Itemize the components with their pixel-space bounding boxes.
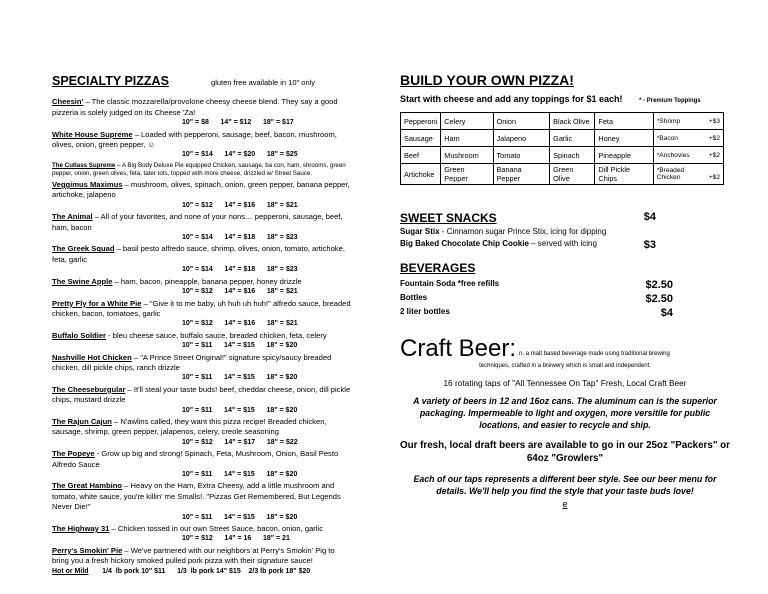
- sweet-header-row: [400, 211, 730, 225]
- pizza-name: Pretty Fly for a White Pie: [52, 298, 142, 308]
- pizza-description: – All of your favorites, and none of your nons… pepperoni, sausage, beef, ham, bacon: [52, 212, 343, 232]
- cans-text: A variety of beers in 12 and 16oz cans. The aluminum can is the superior packaging. Impermeable to light and oxygen, more versitile for public locations, and easier to recycle and ship.: [413, 396, 717, 430]
- specialty-pizzas-section: [52, 76, 352, 577]
- pizza-prices: 10" = $12 14" = $16 18" = $21: [182, 288, 298, 296]
- pizza-name: The Cheeseburgular: [52, 384, 126, 394]
- toppings-row: [401, 164, 724, 185]
- pizza-item: [52, 449, 352, 480]
- premium-topping-cell: [653, 147, 723, 164]
- premium-topping-name: *Shrimp: [656, 117, 681, 125]
- premium-note: * - Premium Toppings: [639, 98, 701, 104]
- pizza-prices: 10" = $12 14" = $16 18" = $21: [182, 320, 298, 328]
- toppings-table: [400, 112, 724, 185]
- sugar-stix-line: [400, 227, 730, 236]
- pizza-description: – "Give it to me baby, uh huh uh huh!" alfredo sauce, breaded chicken, bacon, tomatoes, garlic: [52, 298, 351, 318]
- taps-style-text: Each of our taps represents a different beer style. See our beer menu for details. We'll help you find the style that your taste buds love!: [413, 474, 717, 496]
- topping-cell: Feta: [595, 113, 653, 130]
- pizza-item: [52, 299, 352, 330]
- beverage-list: [400, 279, 730, 319]
- beverage-row: [400, 293, 730, 305]
- craft-title: Craft Beer:: [400, 335, 517, 362]
- hot-mild-line: [52, 567, 352, 577]
- pizza-name: The Popeye: [52, 449, 95, 459]
- craft-definition-2: techniques, crafted in a brewery which is small and independent.: [479, 363, 651, 369]
- pizza-item: [52, 244, 352, 275]
- pizza-description: – A Big Body Deluxe Pie equipped Chicken, sausage, ba con, ham, shrooms, green pepper, onion, green olives, feta, tater tots, topped with more cheese, drizzled w/ Street Sauce.: [52, 161, 346, 178]
- topping-cell: Black Olive: [550, 113, 595, 130]
- beverage-price: $2.50: [645, 279, 673, 291]
- pizza-name: The Greek Squad: [52, 244, 115, 254]
- pizza-prices: 10" = $14 14" = $18 18" = $23: [182, 234, 298, 242]
- beverage-name: 2 liter bottles: [400, 307, 450, 316]
- pizza-name: White House Supreme: [52, 129, 133, 139]
- topping-cell: Sausage: [401, 130, 441, 147]
- pizza-name: Perry's Smokin' Pie: [52, 545, 123, 555]
- beverage-name: Fountain Soda *free refills: [400, 279, 500, 288]
- specialty-header: [52, 76, 352, 88]
- premium-topping-price: +$3: [708, 117, 720, 125]
- byo-subtitle: [400, 94, 730, 104]
- topping-cell: Celery: [441, 113, 493, 130]
- topping-cell: Pepperoni: [401, 113, 441, 130]
- toppings-row: [401, 113, 724, 130]
- cookie-row: [400, 239, 730, 251]
- beverage-row: [400, 307, 730, 319]
- pizza-prices: 10" = $14 14" = $20 18" = $25: [182, 151, 298, 159]
- pizza-item: [52, 130, 352, 161]
- pizza-item: [52, 481, 352, 523]
- craft-beer-heading: [400, 337, 730, 361]
- pizza-name: The Rajun Cajun: [52, 416, 112, 426]
- pizza-item: [52, 524, 352, 545]
- byo-title: BUILD YOUR OWN PIZZA!: [400, 72, 574, 88]
- specialty-title: SPECIALTY PIZZAS: [52, 74, 169, 88]
- hot-mild-label: Hot or Mild: [52, 567, 89, 575]
- premium-topping-name: *Bacon: [656, 134, 678, 142]
- premium-topping-price: +$2: [708, 174, 720, 181]
- topping-cell: Artichoke: [401, 164, 441, 185]
- right-column: [400, 72, 730, 509]
- pizza-item: [52, 162, 352, 179]
- sweet-snacks-section: [400, 211, 730, 251]
- topping-cell: Mushroom: [441, 147, 493, 164]
- premium-topping-cell: [653, 130, 723, 147]
- hot-mild-prices: 1/4 lb pork 10" $11 1/3 lb pork 14" $15 2/3 lb pork 18" $20: [88, 567, 311, 575]
- pizza-prices: 10" = $11 14" = $15 18" = $20: [182, 406, 298, 414]
- pizza-prices: 10" = $12 14" = $17 18" = $22: [182, 438, 298, 446]
- pizza-name: Cheesin': [52, 97, 84, 107]
- pizza-item: [52, 212, 352, 243]
- pizza-description: – ham, bacon, pineapple, banana pepper, honey drizzle: [112, 276, 302, 286]
- pizza-item: [52, 417, 352, 448]
- premium-topping-cell: [653, 164, 723, 185]
- pizza-description: – Chicken tossed in our own Street Sauce, bacon, onion, garlic: [109, 524, 323, 534]
- pizza-description: - Grow up big and strong! Spinach, Feta, Mushroom, Onion, Basil Pesto Alfredo Sauce: [52, 449, 339, 469]
- sweet-title: SWEET SNACKS: [400, 211, 497, 225]
- pizza-prices: 10" = $12 14" = $16 18" = $21: [182, 201, 298, 209]
- pizza-item: [52, 97, 352, 128]
- pizza-name: Buffalo Soldier: [52, 330, 107, 340]
- premium-topping-name: *Anchovies: [656, 151, 690, 159]
- beverage-row: [400, 279, 730, 291]
- pizza-item: [52, 546, 352, 567]
- pizza-name: The Animal: [52, 212, 93, 222]
- pizza-item: [52, 277, 352, 298]
- pizza-name: Nashville Hot Chicken: [52, 352, 132, 362]
- topping-cell: Dill Pickle Chips: [595, 164, 653, 185]
- pizza-description: – basil pesto alfredo sauce, shrimp, olives, onion, tomato, artichoke, feta, garlic: [52, 244, 345, 264]
- growlers-text: Our fresh, local draft beers are available to go in our 25oz "Packers" or 64oz "Growlers": [400, 440, 730, 464]
- beverages-title: BEVERAGES: [400, 261, 476, 275]
- topping-cell: Ham: [441, 130, 493, 147]
- sugar-stix-desc: - Cinnamon sugar Prince Stix, icing for dipping: [439, 227, 607, 236]
- craft-definition-1: n. a malt based beverage made using traditional brewing: [519, 351, 670, 357]
- premium-topping-price: +$2: [708, 151, 720, 159]
- pizza-item: [52, 385, 352, 416]
- topping-cell: Green Pepper: [441, 164, 493, 185]
- pizza-item: [52, 353, 352, 384]
- pizza-item: [52, 180, 352, 211]
- beverage-price: $4: [660, 307, 673, 319]
- pizza-name: Veggimus Maximus: [52, 180, 123, 190]
- premium-topping-cell: [653, 113, 723, 130]
- pizza-prices: 10" = $8 14" = $12 18" = $17: [182, 119, 294, 127]
- pizza-description: - bleu cheese sauce, buffalo sauce, breaded chicken, feta, celery: [106, 330, 327, 340]
- pizza-item: [52, 331, 352, 352]
- premium-topping-price: +$2: [708, 134, 720, 142]
- topping-cell: Pineapple: [595, 147, 653, 164]
- pizza-prices: 10" = $12 14" = 16 18" = 21: [182, 535, 290, 543]
- pizza-prices: 10" = $11 14" = $15 18" = $20: [182, 342, 298, 350]
- beverage-name: Bottles: [400, 293, 428, 302]
- sweet-price: $4: [643, 211, 656, 223]
- beverage-price: $2.50: [645, 293, 673, 305]
- pizza-description: – "A Prince Street Original!" signature spicy/saucy breaded chicken, dill pickle chips, ranch drizzle: [52, 352, 332, 372]
- pizza-description: – It'll steal your taste buds! beef, cheddar cheese, onion, dill pickle chips, mustard drizzle: [52, 384, 351, 405]
- sugar-stix-name: Sugar Stix: [400, 227, 440, 236]
- topping-cell: Beef: [401, 147, 441, 164]
- footer-mark: e: [562, 499, 568, 509]
- pizza-list: [52, 97, 352, 566]
- gluten-free-note: gluten free available in 10" only: [211, 78, 316, 87]
- pizza-prices: 10" = $11 14" = $15 18" = $20: [182, 513, 298, 521]
- beverages-section: [400, 261, 730, 319]
- pizza-prices: 10" = $11 14" = $15 18" = $20: [182, 374, 298, 382]
- pizza-name: The Cutlass Supreme: [52, 161, 116, 169]
- cookie-price: $3: [643, 239, 656, 251]
- pizza-description: – N'awlins called, they want this pizza recipe! Breaded chicken, sausage, shrimp, green pepper, jalapenos, celery, creole seasoning: [52, 416, 327, 437]
- topping-cell: Tomato: [493, 147, 550, 164]
- pizza-name: The Swine Apple: [52, 276, 113, 286]
- premium-topping-name: *Breaded Chicken: [656, 167, 685, 181]
- topping-cell: Banana Pepper: [493, 164, 550, 185]
- toppings-row: [401, 130, 724, 147]
- topping-cell: Spinach: [550, 147, 595, 164]
- taps-line: 16 rotating taps of "All Tennessee On Tap" Fresh, Local Craft Beer: [443, 378, 687, 388]
- pizza-prices: 10" = $14 14" = $18 18" = $23: [182, 266, 298, 274]
- topping-cell: Garlic: [550, 130, 595, 147]
- toppings-row: [401, 147, 724, 164]
- cookie-name: Big Baked Chocolate Chip Cookie: [400, 239, 529, 248]
- pizza-description: – We've partnered with our neighbors at Perry's Smokin' Pig to bring you a fresh hickory smoked pulled pork pizza with their signature sauce!: [52, 545, 335, 566]
- topping-cell: Green Olive: [550, 164, 595, 185]
- pizza-name: The Great Hambino: [52, 481, 123, 491]
- topping-cell: Honey: [595, 130, 653, 147]
- topping-cell: Onion: [493, 113, 550, 130]
- pizza-description: – Loaded with pepperoni, sausage, beef, bacon, mushroom, olives, onion, green pepper, ☺: [52, 129, 337, 150]
- pizza-prices: 10" = $11 14" = $15 18" = $20: [182, 471, 298, 478]
- pizza-description: – mushroom, olives, spinach, onion, green pepper, banana pepper, artichoke, jalapeno: [52, 180, 350, 200]
- byo-instructions: Start with cheese and add any toppings for $1 each!: [400, 94, 623, 104]
- pizza-name: The Highway 31: [52, 524, 110, 534]
- topping-cell: Jalapeno: [493, 130, 550, 147]
- pizza-description: – Heavy on the Ham, Extra Cheesy, add a little mushroom and tomato, white sauce, you're killin' me Smalls!. "Pizzas Get Remembered, But Legends Never Die!": [52, 481, 341, 512]
- cookie-desc: – served with icing: [528, 239, 597, 248]
- pizza-description: – The classic mozzarella/provolone cheesy cheese blend. They say a good pizzeria is solely judged on its Cheese 'Za!: [52, 97, 338, 117]
